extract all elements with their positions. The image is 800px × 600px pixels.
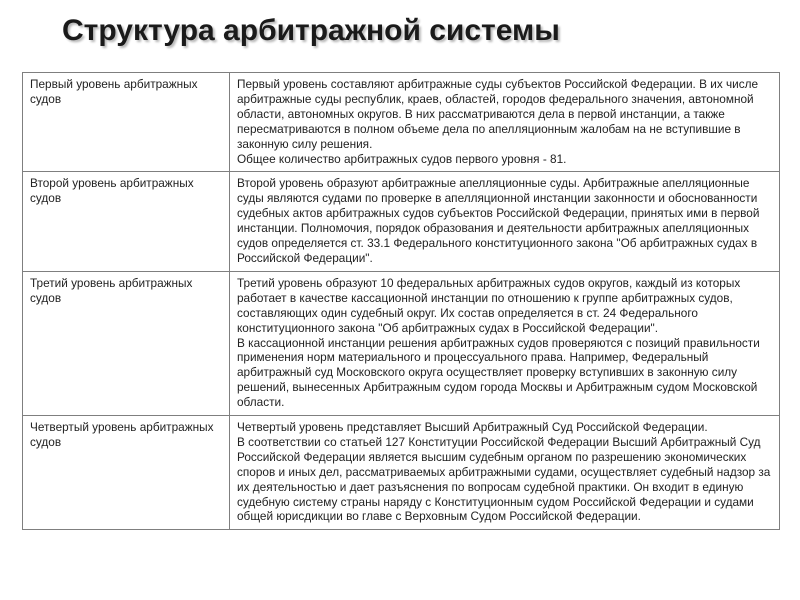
description-paragraph: Общее количество арбитражных судов первого уровня - 81. bbox=[237, 151, 567, 166]
level-description-cell bbox=[230, 416, 780, 530]
description-paragraph: В соответствии со статьей 127 Конституции Российской Федерации Высший Арбитражный Суд Российской Федерации является высшим судебным органом по разрешению экономических споров и иных дел, рассматриваемых арбитражными судами, осуществляет судебный надзор за их деятельностью и дает разъяснения по вопросам судебной практики. Он входит в единую судебную систему страны наряду с Конституционным судом Российской Федерации и судами общей юрисдикции во главе с Верховным Судом Российской Федерации. bbox=[237, 434, 771, 524]
level-name-cell: Четвертый уровень арбитражных судов bbox=[23, 416, 230, 530]
description-paragraph: Третий уровень образуют 10 федеральных арбитражных судов округов, каждый из которых работает в качестве кассационной инстанции по отношению к группе арбитражных судов, составляющих один судебный округ. Их состав определяется в ст. 24 Федерального конституционного закона "Об арбитражных судах в Российской Федерации". bbox=[237, 275, 741, 335]
level-description-cell bbox=[230, 271, 780, 415]
level-name-cell: Первый уровень арбитражных судов bbox=[23, 73, 230, 172]
description-paragraph: Четвертый уровень представляет Высший Арбитражный Суд Российской Федерации. bbox=[237, 420, 708, 435]
description-paragraph: В кассационной инстанции решения арбитражных судов проверяются с позиций правильности применения норм материального и процессуального права. Например, Федеральный арбитражный суд Московского округа осуществляет проверку вступивших в законную силу решений, вынесенных Арбитражным судом города Москвы и Арбитражным судом Московской области. bbox=[237, 335, 760, 410]
description-paragraph: Первый уровень составляют арбитражные суды субъектов Российской Федерации. В их числе арбитражные суды республик, краев, областей, городов федерального значения, автономной области, автономных округов. В них рассматриваются дела в первой инстанции, а также пересматриваются в полном объеме дела по апелляционным жалобам на не вступившие в законную силу решения. bbox=[237, 77, 759, 151]
court-levels-table bbox=[22, 72, 780, 530]
level-description-cell bbox=[230, 73, 780, 172]
description-paragraph: Второй уровень образуют арбитражные апелляционные суды. Арбитражные апелляционные суды являются судами по проверке в апелляционной инстанции законности и обоснованности судебных актов арбитражных судов субъектов Российской Федерации, принятых ими в первой инстанции. Полномочия, порядок образования и деятельности арбитражных апелляционных судов определяется ст. 33.1 Федерального конституционного закона "Об арбитражных судах в Российской Федерации". bbox=[237, 176, 760, 265]
level-description-cell bbox=[230, 172, 780, 271]
table-row bbox=[23, 73, 780, 172]
table-row bbox=[23, 172, 780, 271]
table-row bbox=[23, 416, 780, 530]
table-row bbox=[23, 271, 780, 415]
level-name-cell: Третий уровень арбитражных судов bbox=[23, 271, 230, 415]
level-name-cell: Второй уровень арбитражных судов bbox=[23, 172, 230, 271]
page-title: Структура арбитражной системы bbox=[62, 14, 560, 47]
